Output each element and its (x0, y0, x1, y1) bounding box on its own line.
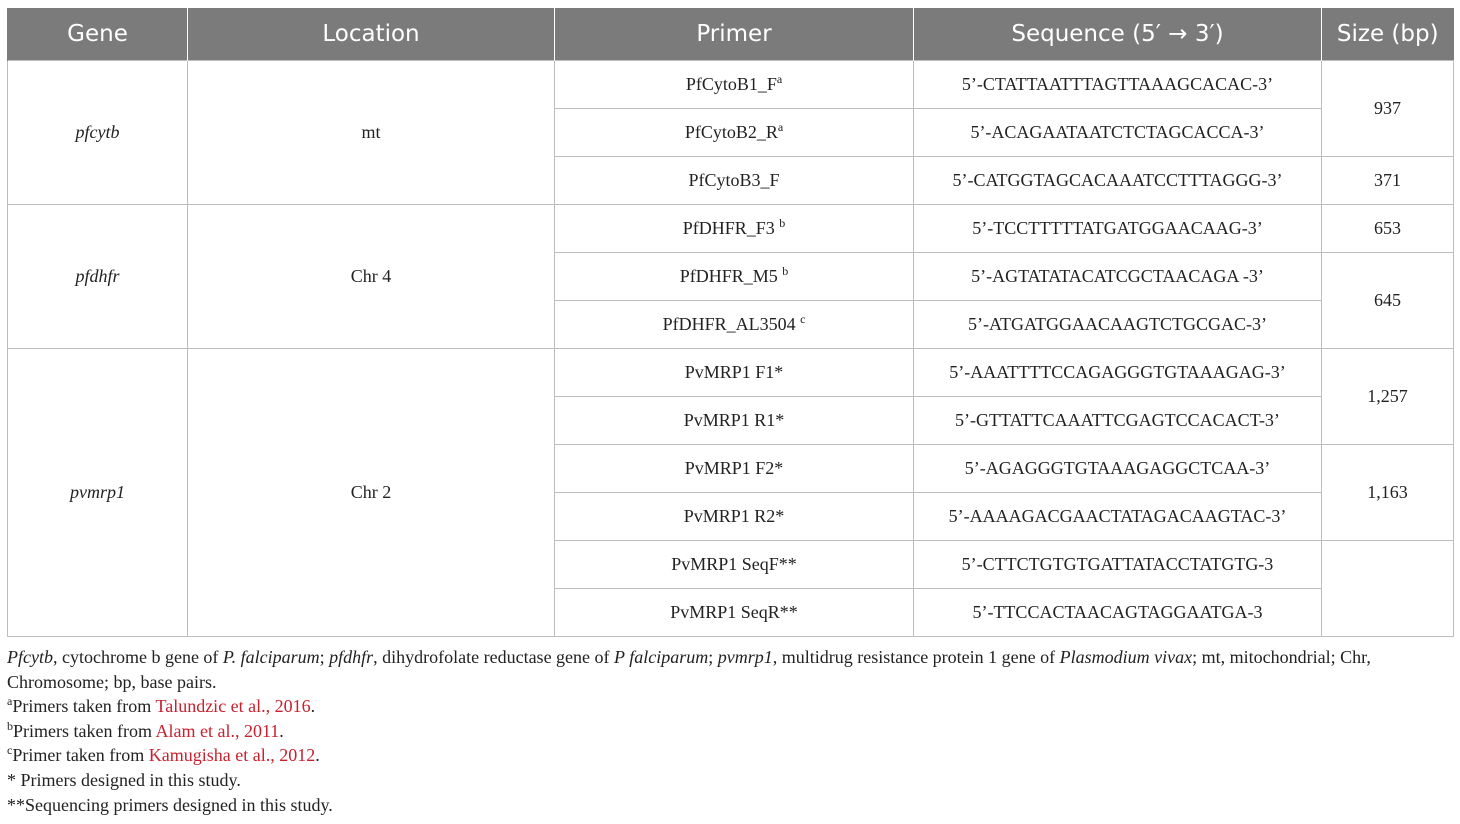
sequence-cell: 5’-CTTCTGTGTGATTATACCTATGTG-3 (914, 541, 1322, 589)
table-row (8, 349, 1454, 397)
footnote-mark: c (7, 743, 13, 758)
primer-footnote-mark: b (779, 216, 786, 230)
header-gene: Gene (8, 8, 188, 61)
size-cell: 653 (1322, 205, 1454, 253)
abbrev-text: ; mt, mitochondrial; Chr, Chromosome; bp, base pairs. (7, 647, 1371, 692)
gene-cell: pfcytb (8, 61, 188, 205)
footnote-text: . (310, 696, 316, 717)
primer-cell (555, 109, 914, 157)
sequence-cell: 5’-CTATTAATTTAGTTAAAGCACAC-3’ (914, 61, 1322, 109)
abbrev-text: , cytochrome b gene of (52, 647, 223, 667)
footnote-b (7, 719, 1453, 744)
abbrev-species: P. falciparum (222, 647, 320, 667)
table-row (8, 61, 1454, 109)
sequence-cell: 5’-TCCTTTTTATGATGGAACAAG-3’ (914, 205, 1322, 253)
location-cell: mt (188, 61, 555, 205)
reference-link[interactable]: Alam et al., 2011 (155, 720, 280, 741)
size-cell: 1,163 (1322, 445, 1454, 541)
primer-name: PfCytoB2_R (684, 122, 778, 142)
sequence-cell: 5’-ACAGAATAATCTCTAGCACCA-3’ (914, 109, 1322, 157)
primer-footnote-mark: b (782, 264, 789, 278)
primer-name: PfDHFR_AL3504 (662, 314, 801, 334)
sequence-cell: 5’-TTCCACTAACAGTAGGAATGA-3 (914, 589, 1322, 637)
primer-cell (555, 301, 914, 349)
primer-footnote-mark: a (776, 72, 783, 86)
table-header-row (8, 8, 1454, 61)
size-cell: 1,257 (1322, 349, 1454, 445)
abbrev-gene-pfdhfr: pfdhfr (329, 647, 374, 667)
location-cell: Chr 2 (188, 349, 555, 637)
header-size: Size (bp) (1322, 8, 1454, 61)
sequence-cell: 5’-CATGGTAGCACAAATCCTTTAGGG-3’ (914, 157, 1322, 205)
primer-table-container (7, 8, 1453, 817)
sequence-cell: 5’-GTTATTCAAATTCGAGTCCACACT-3’ (914, 397, 1322, 445)
sequence-cell: 5’-AAAAGACGAACTATAGACAAGTAC-3’ (914, 493, 1322, 541)
abbrev-text: , dihydrofolate reductase gene of (373, 647, 615, 667)
footnote-mark: a (7, 694, 13, 709)
abbrev-species: Plasmodium vivax (1059, 647, 1193, 667)
primer-cell: PvMRP1 R1* (555, 397, 914, 445)
footnote-a (7, 694, 1453, 719)
primer-name: PfDHFR_F3 (682, 218, 780, 238)
abbrev-text: , multidrug resistance protein 1 gene of (772, 647, 1060, 667)
table-row (8, 205, 1454, 253)
gene-cell: pfdhfr (8, 205, 188, 349)
primer-cell: PvMRP1 F2* (555, 445, 914, 493)
sequence-cell: 5’-AAATTTTCCAGAGGGTGTAAAGAG-3’ (914, 349, 1322, 397)
sequence-cell: 5’-AGAGGGTGTAAAGAGGCTCAA-3’ (914, 445, 1322, 493)
sequence-cell: 5’-ATGATGGAACAAGTCTGCGAC-3’ (914, 301, 1322, 349)
footnote-text: Primers taken from (13, 720, 156, 741)
reference-link[interactable]: Kamugisha et al., 2012 (148, 745, 316, 766)
primer-footnote-mark: a (777, 120, 784, 134)
size-cell: 371 (1322, 157, 1454, 205)
primer-footnote-mark: c (800, 312, 806, 326)
table-footnotes (7, 645, 1453, 817)
header-sequence: Sequence (5′ → 3′) (914, 8, 1322, 61)
header-location: Location (188, 8, 555, 61)
primer-name: PfCytoB3_F (688, 170, 780, 190)
footnote-text: Primers taken from (12, 696, 156, 717)
primer-table (7, 8, 1454, 637)
primer-name: PfDHFR_M5 (679, 266, 783, 286)
footnote-text: . (279, 720, 284, 741)
gene-cell: pvmrp1 (8, 349, 188, 637)
header-primer: Primer (555, 8, 914, 61)
primer-name: PfCytoB1_F (685, 74, 777, 94)
abbrev-text: ; (708, 647, 718, 667)
footnote-text: . (315, 745, 320, 766)
abbrev-species: P falciparum (614, 647, 709, 667)
primer-cell: PvMRP1 F1* (555, 349, 914, 397)
abbreviations-note (7, 645, 1453, 694)
primer-cell (555, 205, 914, 253)
abbrev-gene-pfcytb: Pfcytb (7, 647, 53, 667)
primer-cell (555, 157, 914, 205)
location-cell: Chr 4 (188, 205, 555, 349)
abbrev-gene-pvmrp1: pvmrp1 (717, 647, 773, 667)
primer-cell: PvMRP1 SeqF** (555, 541, 914, 589)
footnote-star: * Primers designed in this study. (7, 769, 241, 790)
primer-cell: PvMRP1 R2* (555, 493, 914, 541)
footnote-mark: b (7, 718, 13, 733)
primer-cell (555, 253, 914, 301)
reference-link[interactable]: Talundzic et al., 2016 (155, 696, 311, 717)
primer-cell: PvMRP1 SeqR** (555, 589, 914, 637)
footnote-c (7, 743, 1453, 768)
size-cell: 645 (1322, 253, 1454, 349)
sequence-cell: 5’-AGTATATACATCGCTAACAGA -3’ (914, 253, 1322, 301)
footnote-double-star: **Sequencing primers designed in this study. (7, 794, 333, 815)
size-cell (1322, 541, 1454, 637)
size-cell: 937 (1322, 61, 1454, 157)
primer-cell (555, 61, 914, 109)
abbrev-text: ; (319, 647, 330, 667)
footnote-text: Primer taken from (12, 745, 149, 766)
